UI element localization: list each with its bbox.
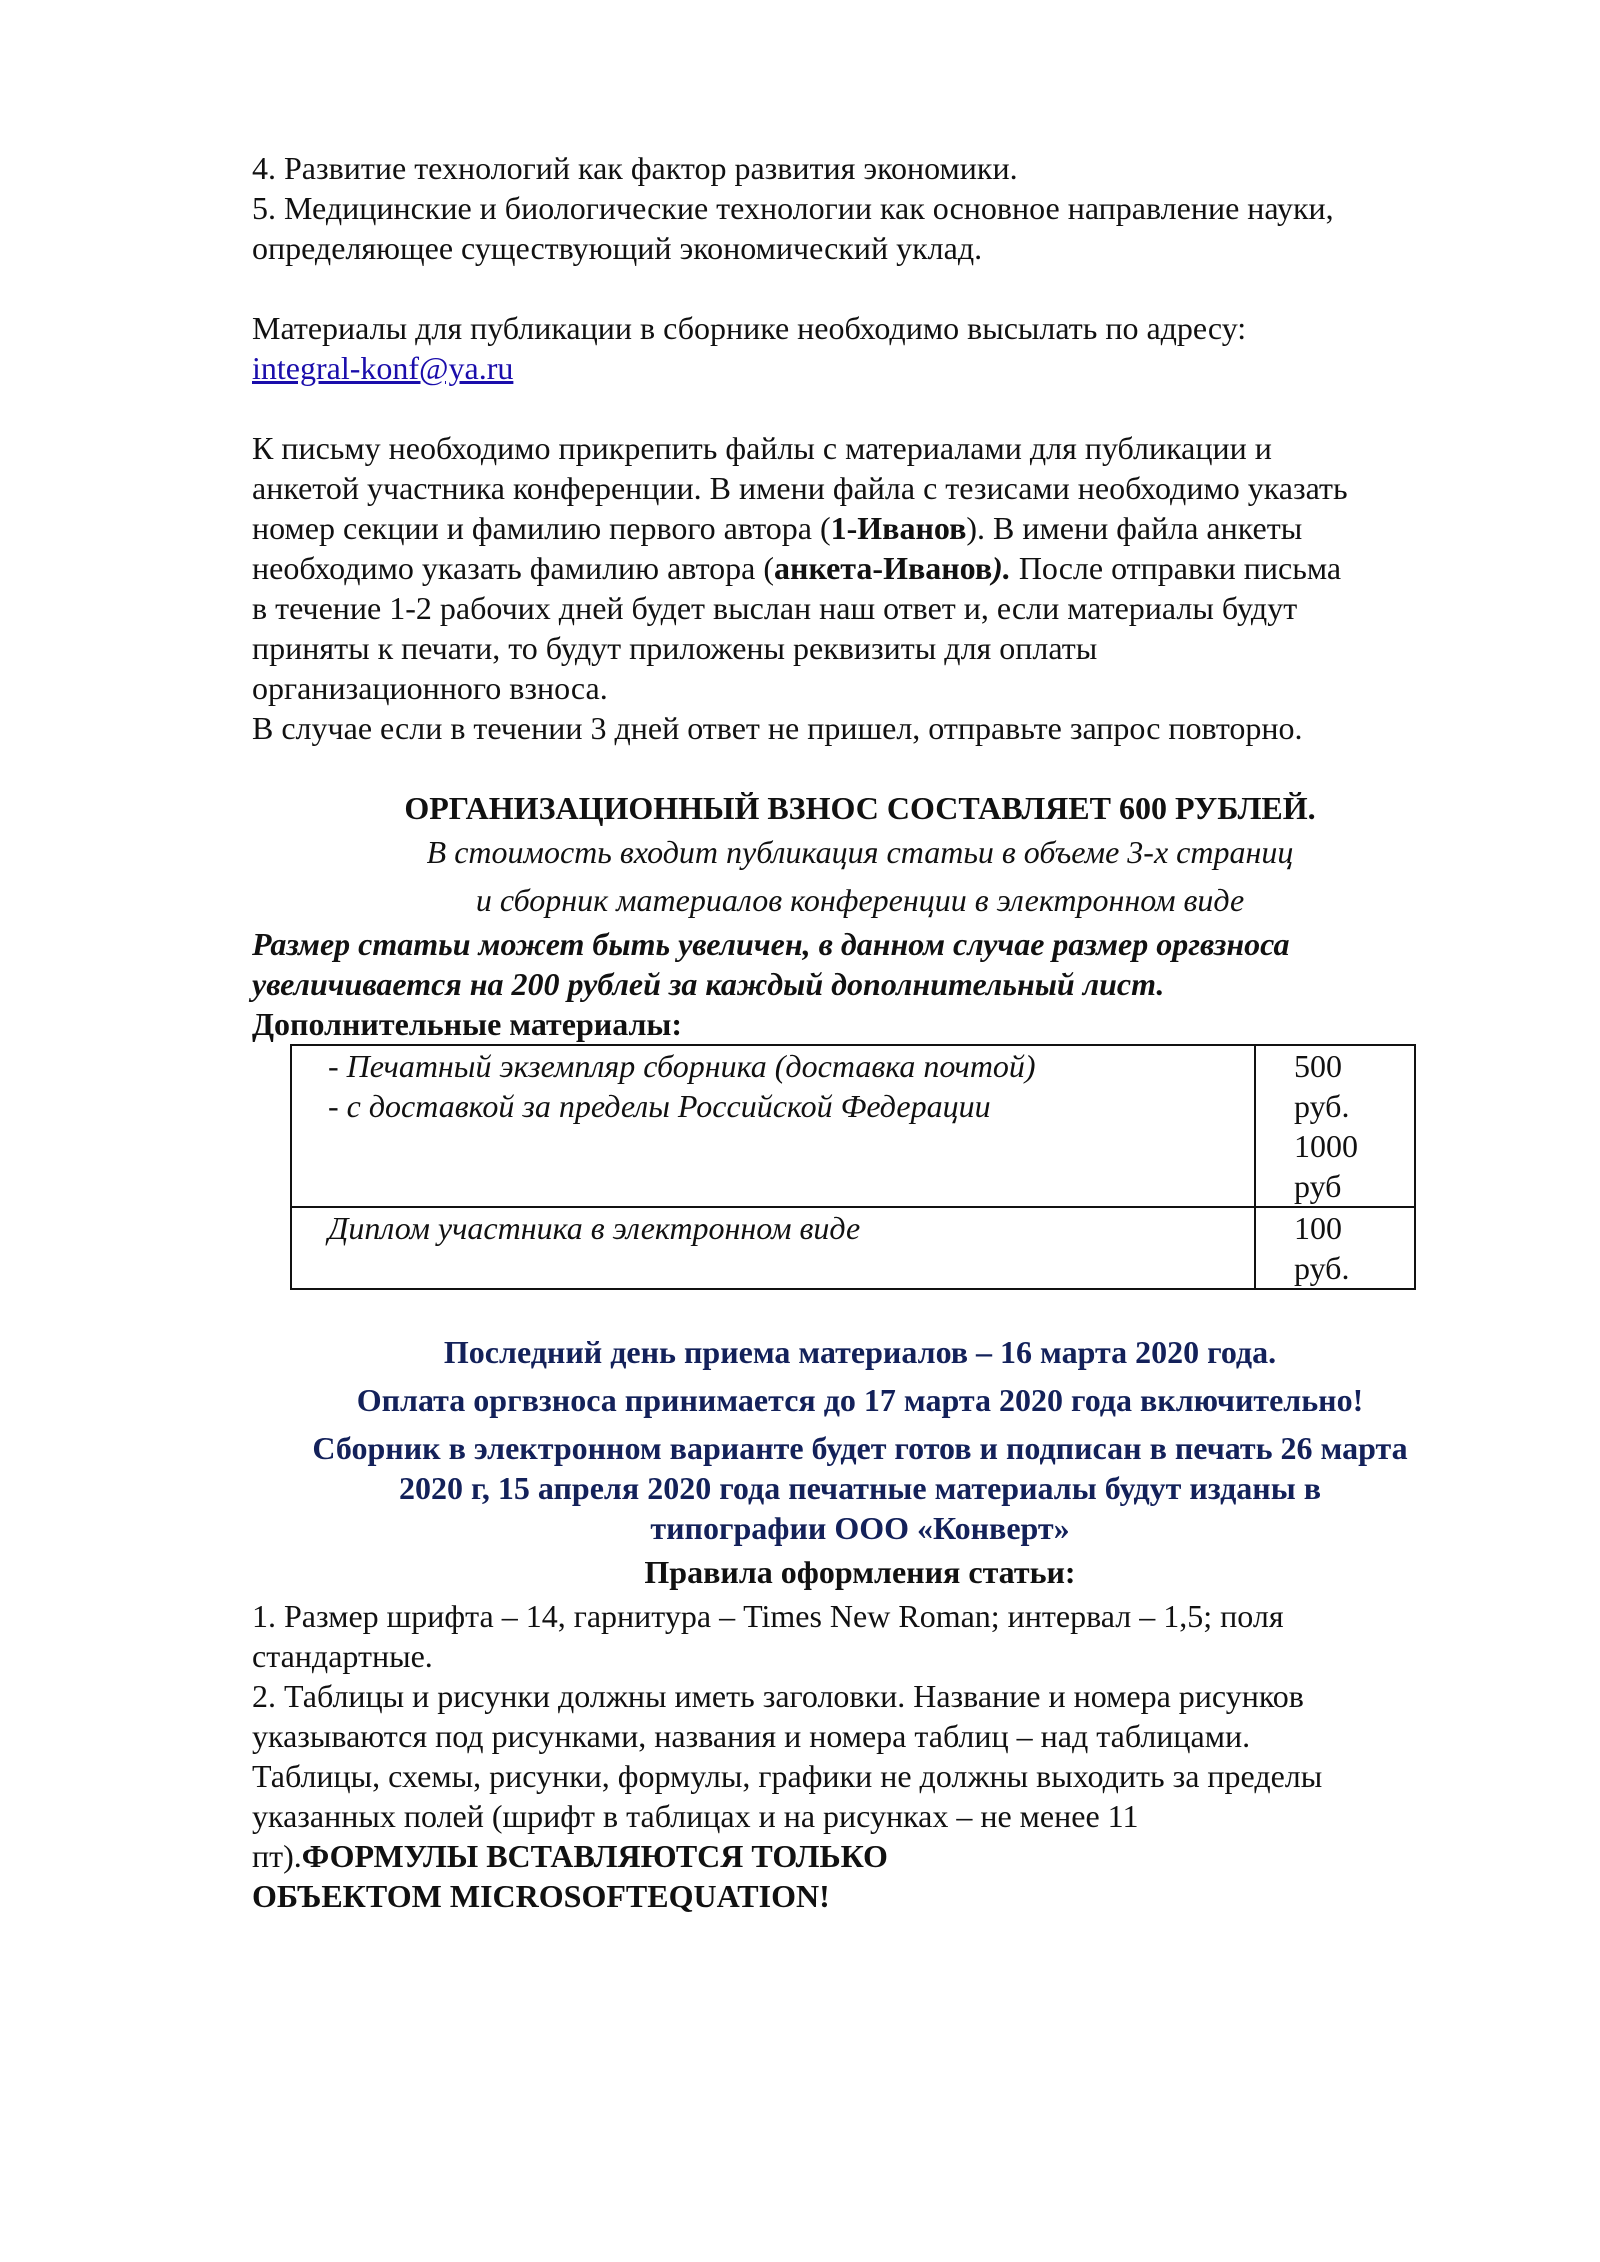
rule-line bbox=[252, 1876, 1468, 1916]
deadline-line: Последний день приема материалов – 16 марта 2020 года. bbox=[443, 1334, 1277, 1370]
rule-emphasis: ОБЪЕКТОМ MICROSOFTEQUATION! bbox=[252, 1878, 830, 1914]
email-link[interactable]: integral-konf@ya.ru bbox=[252, 350, 514, 386]
fee-includes-line: В стоимость входит публикация статьи в объеме 3-х страниц bbox=[426, 834, 1294, 870]
fee-includes-line: и сборник материалов конференции в электронном виде bbox=[475, 882, 1245, 918]
deadline-line: типографии ООО «Конверт» bbox=[650, 1510, 1070, 1546]
rule-line: 1. Размер шрифта – 14, гарнитура – Times New Roman; интервал – 1,5; поля bbox=[252, 1598, 1284, 1634]
filename-example: 1-Иванов bbox=[830, 510, 967, 546]
document-content bbox=[252, 148, 1468, 1916]
send-intro: Материалы для публикации в сборнике необходимо высылать по адресу: bbox=[252, 310, 1247, 346]
paragraph-line: номер секции и фамилию первого автора (1-Иванов). В имени файла анкеты bbox=[252, 510, 1303, 546]
paragraph-line: в течение 1-2 рабочих дней будет выслан наш ответ и, если материалы будут bbox=[252, 590, 1298, 626]
topic-item: 4. Развитие технологий как фактор развития экономики. bbox=[252, 150, 1018, 186]
paragraph-line: К письму необходимо прикрепить файлы с материалами для публикации и bbox=[252, 430, 1272, 466]
additional-title: Дополнительные материалы: bbox=[252, 1006, 683, 1042]
fee-extra-line: увеличивается на 200 рублей за каждый дополнительный лист. bbox=[252, 966, 1165, 1002]
paragraph-line: организационного взноса. bbox=[252, 670, 608, 706]
table-cell-price: 100 руб. bbox=[1255, 1207, 1415, 1289]
filename-example: анкета-Иванов bbox=[774, 550, 993, 586]
rule-line: 2. Таблицы и рисунки должны иметь заголовки. Название и номера рисунков bbox=[252, 1678, 1304, 1714]
rule-line: указанных полей (шрифт в таблицах и на рисунках – не менее 11 bbox=[252, 1798, 1139, 1834]
attachment-instructions bbox=[252, 428, 1468, 748]
rules-title: Правила оформления статьи: bbox=[644, 1554, 1076, 1590]
table-row bbox=[291, 1045, 1415, 1207]
deadlines bbox=[252, 1328, 1468, 1548]
paragraph-line: анкетой участника конференции. В имени файла с тезисами необходимо указать bbox=[252, 470, 1348, 506]
rule-line: стандартные. bbox=[252, 1638, 433, 1674]
fee-section bbox=[252, 788, 1468, 1004]
table-row bbox=[291, 1207, 1415, 1289]
paragraph-line: необходимо указать фамилию автора (анкета-Иванов). После отправки письма bbox=[252, 550, 1342, 586]
fee-title: ОРГАНИЗАЦИОННЫЙ ВЗНОС СОСТАВЛЯЕТ 600 РУБЛЕЙ. bbox=[404, 790, 1316, 826]
submission-address bbox=[252, 308, 1468, 388]
topics-list bbox=[252, 148, 1468, 268]
rule-line: пт).ФОРМУЛЫ ВСТАВЛЯЮТСЯ ТОЛЬКО bbox=[252, 1838, 888, 1874]
table-cell-price: 500 руб. 1000 руб bbox=[1255, 1045, 1415, 1207]
additional-materials bbox=[252, 1004, 1468, 1290]
paragraph-line: В случае если в течении 3 дней ответ не пришел, отправьте запрос повторно. bbox=[252, 710, 1303, 746]
deadline-line: 2020 г, 15 апреля 2020 года печатные материалы будут изданы в bbox=[398, 1470, 1321, 1506]
topic-item: 5. Медицинские и биологические технологии как основное направление науки, bbox=[252, 190, 1334, 226]
rule-emphasis: ФОРМУЛЫ ВСТАВЛЯЮТСЯ ТОЛЬКО bbox=[301, 1838, 888, 1874]
deadline-line: Оплата оргвзноса принимается до 17 марта 2020 года включительно! bbox=[356, 1382, 1364, 1418]
table-cell-desc: Диплом участника в электронном виде bbox=[291, 1207, 1255, 1289]
topic-item: определяющее существующий экономический уклад. bbox=[252, 230, 983, 266]
deadline-line: Сборник в электронном варианте будет готов и подписан в печать 26 марта bbox=[312, 1430, 1408, 1466]
paragraph-line: приняты к печати, то будут приложены реквизиты для оплаты bbox=[252, 630, 1098, 666]
fee-extra-line: Размер статьи может быть увеличен, в данном случае размер оргвзноса bbox=[252, 926, 1290, 962]
rule-line: указываются под рисунками, названия и номера таблиц – над таблицами. bbox=[252, 1718, 1251, 1754]
table-cell-desc: - Печатный экземпляр сборника (доставка почтой) - с доставкой за пределы Российской Федерации bbox=[291, 1045, 1255, 1207]
rule-line: Таблицы, схемы, рисунки, формулы, графики не должны выходить за пределы bbox=[252, 1758, 1323, 1794]
formatting-rules bbox=[252, 1548, 1468, 1916]
additional-table bbox=[290, 1044, 1416, 1290]
